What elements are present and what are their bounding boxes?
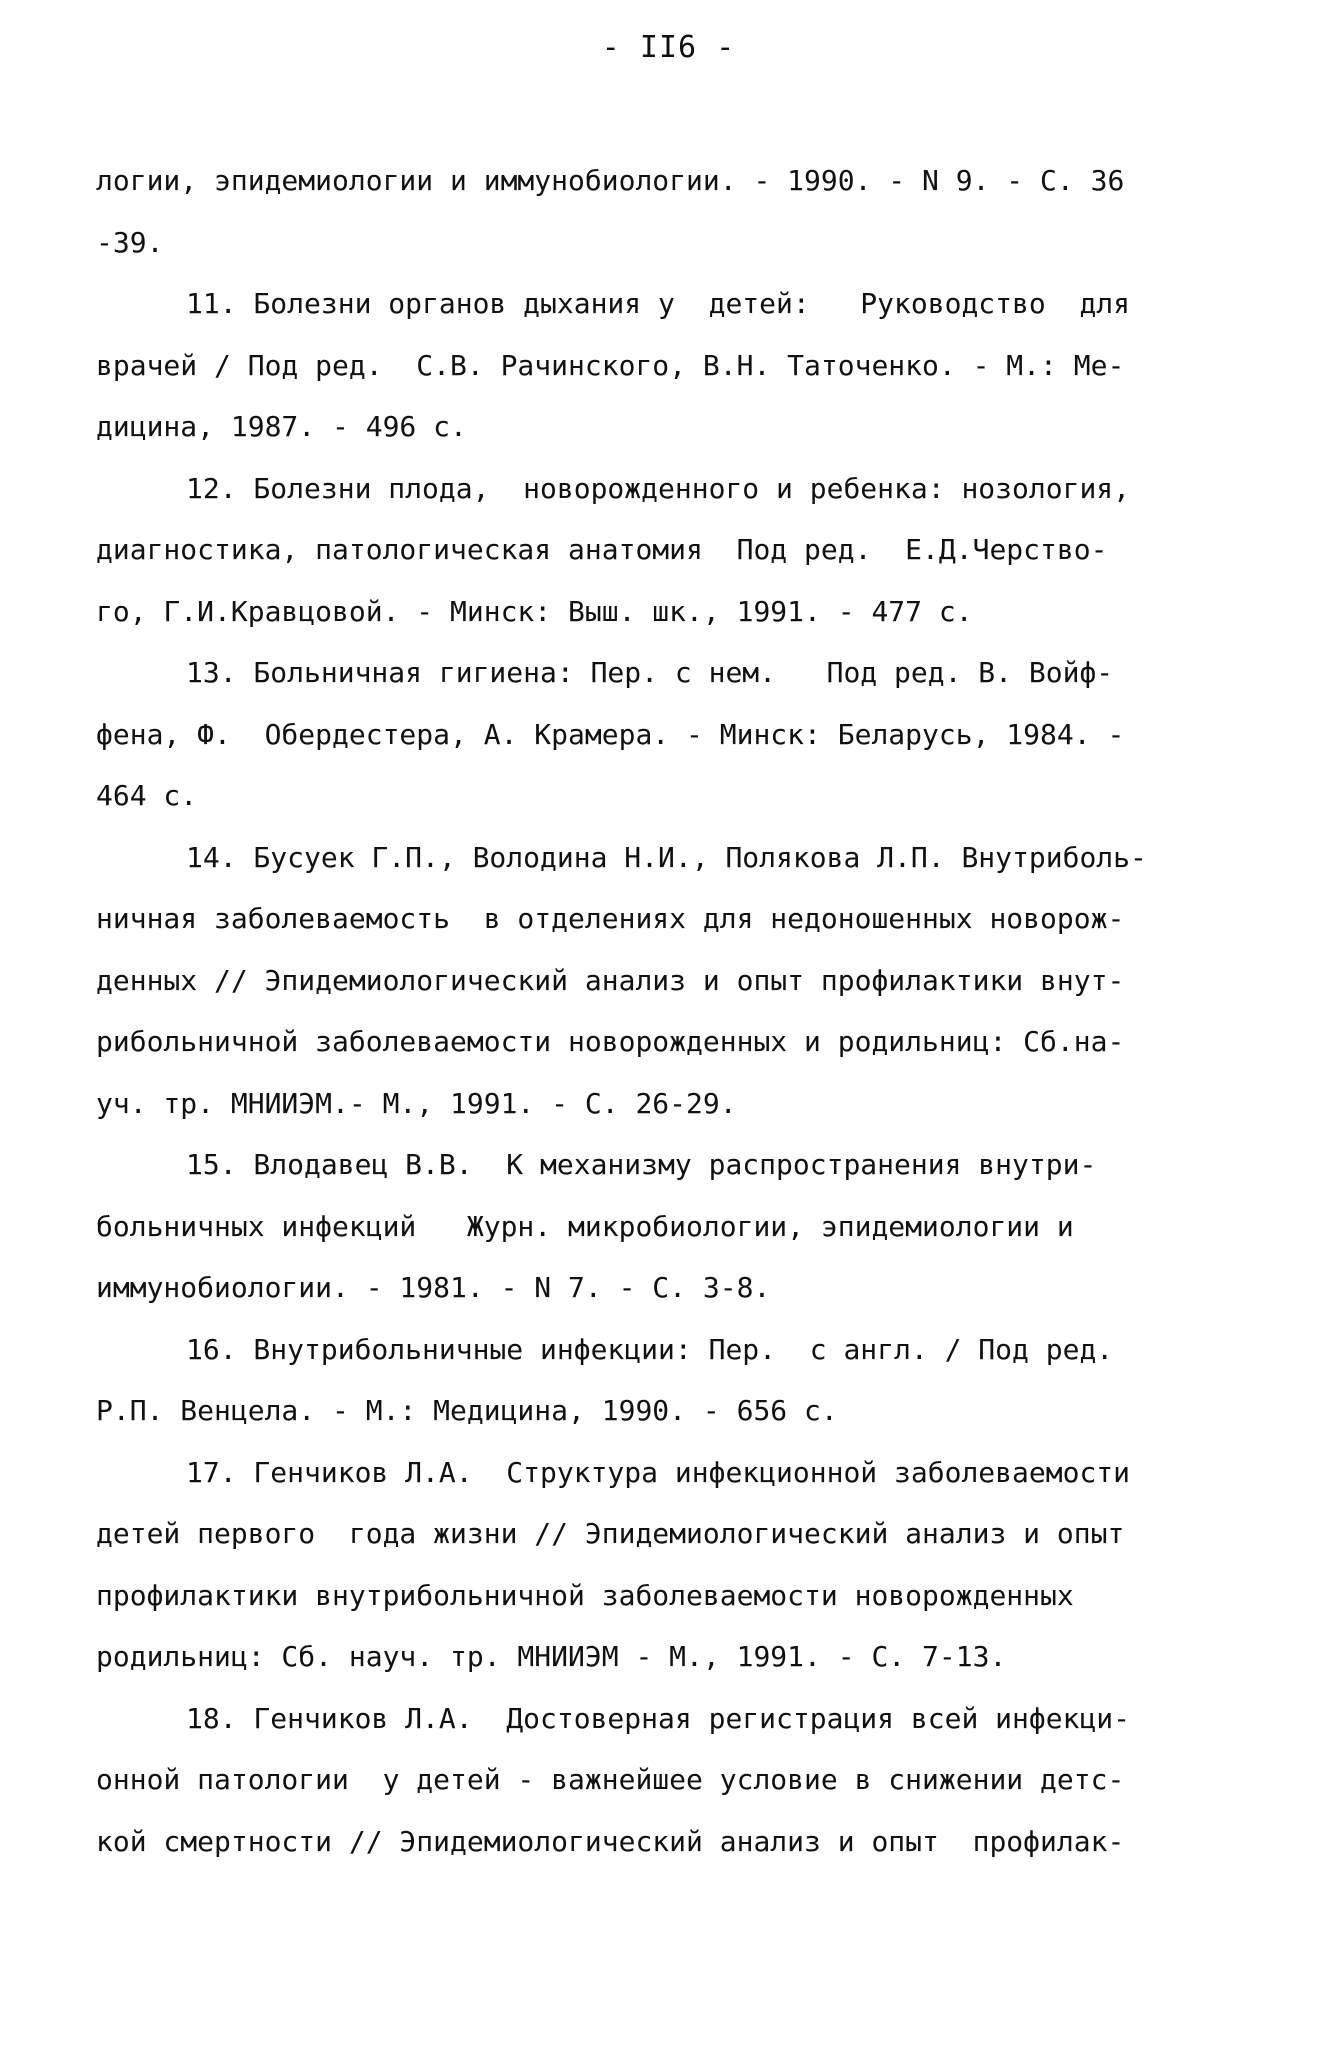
text-line: детей первого года жизни // Эпидемиологический анализ и опыт: [96, 1517, 1125, 1550]
text-line: онной патологии у детей - важнейшее условие в снижении детс-: [96, 1763, 1125, 1796]
text-line: 13. Больничная гигиена: Пер. с нем. Под ред. В. Войф-: [186, 656, 1114, 689]
text-line: Р.П. Венцела. - М.: Медицина, 1990. - 656 с.: [96, 1394, 838, 1427]
text-line: рибольничной заболеваемости новорожденных и родильниц: Сб.на-: [96, 1025, 1125, 1058]
text-line: иммунобиологии. - 1981. - N 7. - С. 3-8.: [96, 1271, 771, 1304]
page-number: - II6 -: [601, 30, 736, 65]
text-line: 17. Генчиков Л.А. Структура инфекционной заболеваемости: [186, 1455, 1131, 1489]
text-line: логии, эпидемиологии и иммунобиологии. - 1990. - N 9. - С. 36: [96, 164, 1125, 197]
text-line: денных // Эпидемиологический анализ и опыт профилактики внут-: [96, 963, 1125, 997]
text-line: 464 с.: [96, 779, 198, 812]
text-line: 11. Болезни органов дыхания у детей: Руководство для: [186, 287, 1131, 320]
text-line: фена, Ф. Обердестера, А. Крамера. - Минск: Беларусь, 1984. -: [96, 717, 1125, 751]
text-line: больничных инфекций Журн. микробиологии, эпидемиологии и: [96, 1209, 1074, 1243]
text-line: го, Г.И.Кравцовой. - Минск: Выш. шк., 1991. - 477 с.: [96, 594, 973, 628]
text-line: ничная заболеваемость в отделениях для недоношенных новорож-: [96, 902, 1125, 935]
text-line: кой смертности // Эпидемиологический анализ и опыт профилак-: [96, 1824, 1125, 1858]
text-line: профилактики внутрибольничной заболеваемости новорожденных: [96, 1578, 1074, 1612]
text-line: 18. Генчиков Л.А. Достоверная регистрация всей инфекци-: [186, 1701, 1131, 1735]
text-line: 15. Влодавец В.В. К механизму распространения внутри-: [186, 1148, 1097, 1181]
text-line: -39.: [96, 225, 164, 259]
reference-list: [96, 150, 1236, 1872]
text-line: 12. Болезни плода, новорожденного и ребенка: нозология,: [186, 471, 1131, 505]
text-line: родильниц: Сб. науч. тр. МНИИЭМ - М., 1991. - С. 7-13.: [96, 1640, 1007, 1673]
text-line: диагностика, патологическая анатомия Под ред. Е.Д.Черство-: [96, 533, 1108, 566]
text-line: 16. Внутрибольничные инфекции: Пер. с англ. / Под ред.: [186, 1332, 1114, 1366]
text-line: уч. тр. МНИИЭМ.- М., 1991. - С. 26-29.: [96, 1086, 737, 1120]
text-line: дицина, 1987. - 496 с.: [96, 410, 467, 443]
text-line: врачей / Под ред. С.В. Рачинского, В.Н. Таточенко. - М.: Ме-: [96, 348, 1125, 382]
text-line: 14. Бусуек Г.П., Володина Н.И., Полякова Л.П. Внутриболь-: [186, 840, 1147, 874]
